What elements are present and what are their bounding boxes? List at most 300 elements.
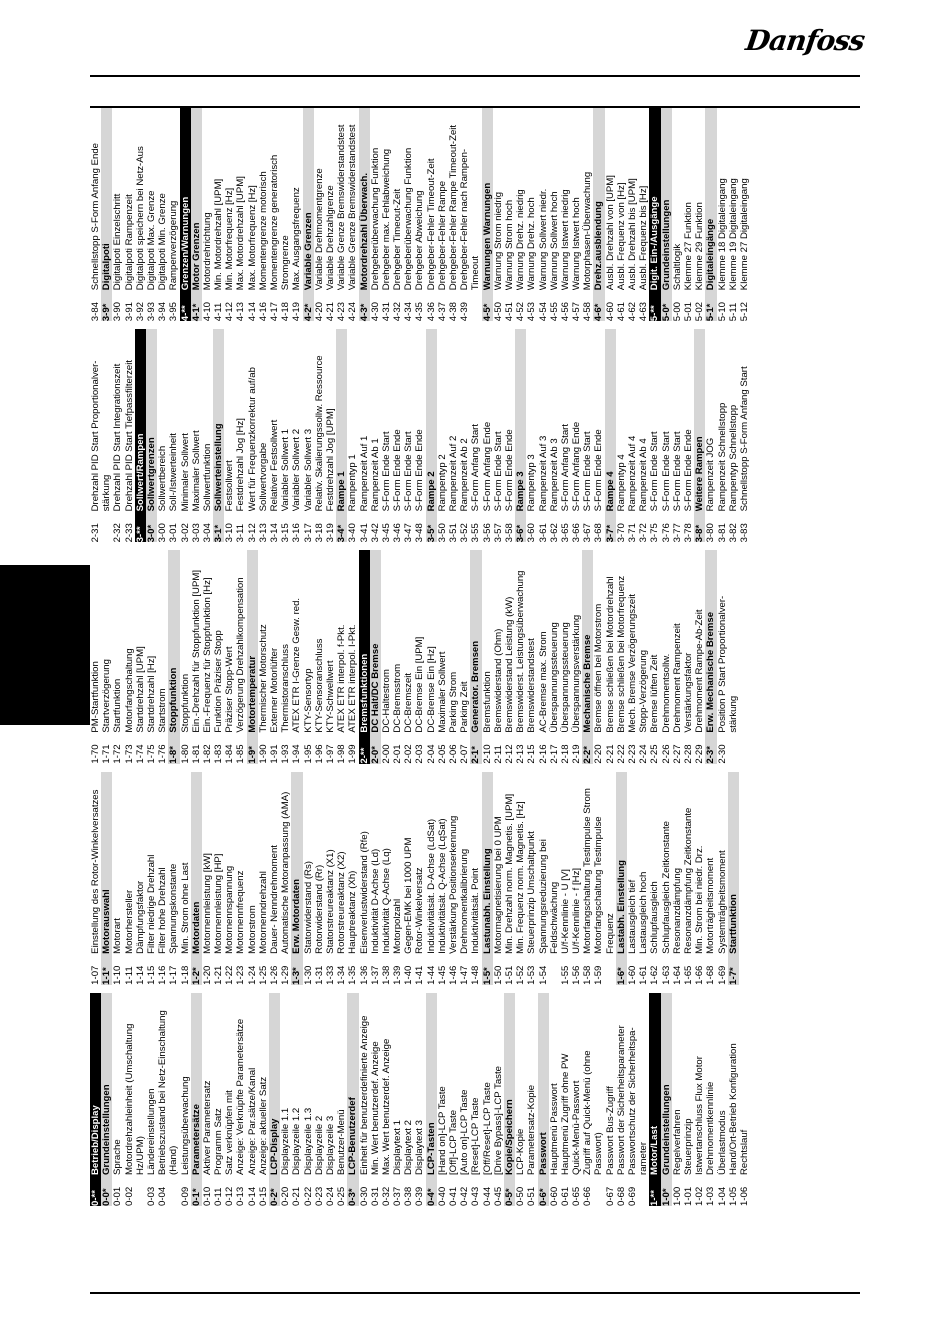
parameter-name: S-Form Ende Start: [582, 431, 594, 512]
parameter-row: [403, 108, 414, 321]
parameter-row: [325, 550, 336, 763]
parameter-row: [112, 329, 123, 542]
parameter-row: [202, 329, 213, 542]
parameter-row: [426, 772, 437, 985]
parameter-row: [549, 993, 560, 1206]
parameter-number: 2-17: [548, 744, 560, 764]
parameter-name: Klemme 27 Digitaleingang: [738, 178, 750, 291]
parameter-name: Position P Start Proportionalver-: [716, 595, 728, 733]
parameter-name: AC-Bremse max. Strom: [537, 631, 549, 733]
parameter-name: Rotorwiderstand (Rr): [313, 864, 325, 954]
subgroup-heading: [347, 993, 358, 1206]
parameter-row: [605, 993, 616, 1206]
parameter-number: 2-05: [436, 744, 448, 764]
parameter-name: Kopie/Speichern: [503, 1099, 515, 1175]
parameter-row: [560, 329, 571, 542]
parameter-number: 4-23: [336, 302, 348, 322]
parameter-name: Präziser Stopp-Wert: [224, 646, 236, 733]
parameter-name: Motorfangschaltung: [123, 648, 135, 733]
parameter-row: [112, 108, 123, 321]
parameter-number: 2-29: [694, 744, 706, 764]
subgroup-heading: [370, 550, 381, 763]
parameter-row: [694, 993, 705, 1206]
parameter-column-2: [90, 772, 739, 985]
parameter-name: Leistungsüberwachung: [179, 1076, 191, 1175]
subgroup-heading: [336, 329, 347, 542]
parameter-name: Parking Strom: [448, 671, 459, 733]
parameter-row: [280, 550, 291, 763]
parameter-row: [258, 993, 269, 1206]
parameter-row: [280, 329, 291, 542]
parameter-name: Generator. Bremsen: [470, 640, 482, 733]
parameter-name: Rotor-Winkelversatz: [414, 867, 426, 954]
parameter-number: 0-2*: [269, 1188, 280, 1206]
subgroup-heading: [470, 550, 481, 763]
parameter-row: [470, 108, 481, 321]
parameter-number: 1-22: [224, 965, 236, 985]
parameter-name: Einheit für benutzerdefinierte Anzeige: [358, 1015, 370, 1175]
subgroup-heading: [482, 772, 493, 985]
parameter-row: [683, 993, 694, 1206]
parameter-row: [571, 108, 582, 321]
parameter-name: Bremsfunktion: [481, 671, 493, 733]
parameter-row: [157, 993, 168, 1206]
parameter-name: S-Form Ende Start: [403, 431, 415, 512]
parameter-name: Ländereinstellungen: [145, 1088, 157, 1175]
parameter-number: 3-65: [559, 523, 571, 543]
parameter-number: 1-5*: [481, 967, 493, 985]
parameter-row: [347, 772, 358, 985]
parameter-number: 1-11: [123, 966, 135, 985]
parameter-row: [235, 550, 246, 763]
parameter-row: [638, 993, 649, 1206]
parameter-row: [593, 329, 604, 542]
parameter-number: 1-39: [392, 965, 404, 985]
parameter-row: [526, 329, 537, 542]
parameter-number: 1-80: [179, 744, 191, 764]
parameter-number: 1-0*: [660, 1188, 672, 1206]
parameter-name: Ein.-Frequenz für Stoppfunktion [Hz]: [201, 577, 213, 733]
parameter-number: 2-10: [481, 744, 493, 764]
parameter-row: [504, 772, 515, 985]
parameter-row: [705, 329, 716, 542]
parameter-row: [359, 993, 370, 1206]
parameter-row: [392, 329, 403, 542]
parameter-number: 0-03: [145, 1186, 157, 1206]
parameter-number: [168, 1175, 179, 1206]
parameter-row: [325, 329, 336, 542]
parameter-row: [180, 993, 191, 1206]
parameter-name: Motorart: [112, 918, 124, 954]
parameter-name: Passwort): [593, 1132, 605, 1175]
parameter-row: [560, 108, 571, 321]
parameter-number: 1-14: [134, 965, 146, 985]
parameter-row: [124, 108, 135, 321]
parameter-number: 1-93: [280, 744, 292, 764]
parameter-number: 1-52: [515, 965, 527, 985]
parameter-row: [504, 329, 515, 542]
parameter-number: 1-97: [324, 744, 336, 764]
parameter-number: 3-82: [727, 523, 739, 543]
parameter-number: 3-17: [302, 523, 314, 543]
parameter-name: PM-Startfunktion: [90, 661, 101, 733]
parameter-name: Drehz.ausblendung: [593, 201, 605, 291]
parameter-row: [403, 993, 414, 1206]
parameter-row: [672, 550, 683, 763]
parameter-number: 0-45: [492, 1186, 504, 1206]
parameter-row: [728, 108, 739, 321]
parameter-number: 0-31: [369, 1186, 381, 1206]
parameter-name: Eisenverlustwiderstand (Rfe): [358, 831, 370, 954]
parameter-row: [426, 108, 437, 321]
parameter-name: Variable Grenzen: [302, 212, 314, 291]
parameter-row: [627, 329, 638, 542]
parameter-row: [493, 329, 504, 542]
parameter-name: Rampenzeit Auf 4: [627, 435, 638, 512]
parameter-name: Rampenzeit Ab 3: [548, 438, 560, 512]
parameter-name: LCP-Tasten: [425, 1122, 437, 1175]
parameter-number: 3-52: [459, 523, 471, 543]
parameter-row: [191, 550, 202, 763]
parameter-name: Grundeinstellungen: [660, 1084, 672, 1175]
parameter-name: Stopp-Verzögerung: [638, 649, 650, 733]
parameter-row: [269, 108, 280, 321]
parameter-number: 3-4*: [336, 524, 348, 543]
parameter-number: 4-36: [425, 302, 437, 322]
parameter-name: Hauptmenü Zugriff ohne PW: [559, 1053, 571, 1175]
parameter-row: [616, 329, 627, 542]
parameter-name: Drehzahl PID Start Proportionalver-: [90, 360, 101, 512]
parameter-number: 1-7*: [727, 967, 739, 985]
parameter-row: [258, 772, 269, 985]
parameter-number: 0-14: [246, 1186, 258, 1206]
parameter-row: [549, 329, 560, 542]
parameter-name: LCP-Kopie: [515, 1128, 527, 1175]
parameter-number: 1-00: [671, 1186, 683, 1206]
parameter-number: 3-70: [615, 523, 627, 543]
parameter-name: S-Form Ende Ende: [414, 429, 426, 512]
parameter-name: Thermistoranschluss: [280, 644, 292, 733]
subgroup-heading: [247, 550, 258, 763]
parameter-number: 4-30: [369, 302, 381, 322]
parameter-name: Grundeinstellungen: [660, 199, 672, 291]
parameter-number: 2-30: [716, 744, 728, 764]
parameter-row: [303, 329, 314, 542]
parameter-number: 0-22: [302, 1186, 314, 1206]
parameter-number: 3-42: [369, 523, 381, 543]
parameter-number: 1-95: [302, 744, 314, 764]
parameter-row: [291, 993, 302, 1206]
parameter-row: [717, 550, 728, 763]
parameter-name: Ausbl. Frequenz bis [Hz]: [638, 185, 650, 291]
parameter-name: [Reset]-LCP Taste: [470, 1097, 482, 1175]
subgroup-heading: [191, 772, 202, 985]
parameter-name: S-Form Ende Start: [380, 431, 392, 512]
parameter-row: [124, 550, 135, 763]
parameter-name: S-Form Ende Start: [492, 431, 504, 512]
parameter-name: Sollwert/Rampen: [134, 433, 146, 512]
parameter-column-3: [90, 550, 739, 763]
parameter-row: [280, 993, 291, 1206]
parameter-number: [470, 290, 481, 321]
subgroup-heading: [705, 550, 716, 763]
parameter-number: 3-58: [503, 523, 515, 543]
parameter-name: Digitalpoti Max. Grenze: [145, 190, 157, 291]
parameter-number: 2-13: [515, 744, 527, 764]
parameter-number: 3-83: [738, 523, 750, 543]
parameter-name: Variable Grenze Bremswiderstandstest: [336, 124, 348, 291]
parameter-number: 4-55: [548, 302, 560, 322]
parameter-name: Verzögerung Drehzahlkompensation: [235, 577, 247, 733]
parameter-row: [649, 329, 660, 542]
subgroup-heading: [101, 772, 112, 985]
parameter-row: [582, 108, 593, 321]
parameter-number: 1-74: [134, 744, 146, 764]
parameter-number: 4-56: [559, 302, 571, 322]
parameter-name: Mech. Bremse Verzögerungszeit: [627, 593, 638, 733]
parameter-row: [235, 993, 246, 1206]
parameter-number: 0-69: [627, 1186, 638, 1206]
parameter-number: 2-06: [448, 744, 459, 764]
parameter-number: 4-63: [638, 302, 650, 322]
subgroup-heading: [616, 772, 627, 985]
parameter-number: 2-33: [123, 523, 135, 543]
parameter-name: Min. Motordrehzahl [UPM]: [213, 178, 225, 291]
parameter-name: Motornennfrequenz: [235, 870, 247, 954]
parameter-name: Festdrehzahl Jog [UPM]: [324, 408, 336, 512]
subgroup-heading: [593, 108, 604, 321]
parameter-row: [482, 329, 493, 542]
parameter-name: Timeout: [470, 255, 482, 291]
parameter-number: 1-62: [649, 965, 661, 985]
parameter-name: Festsollwert: [224, 460, 236, 512]
parameter-row: [717, 329, 728, 542]
parameter-name: Funktion Präziser Stopp: [213, 630, 225, 733]
parameter-name: Drehmoment Rampe-Ab-Zeit: [694, 609, 706, 733]
parameter-row: [112, 550, 123, 763]
parameter-number: 3-7*: [604, 524, 616, 543]
parameter-name: Digitalpoti Min. Grenze: [157, 193, 169, 291]
parameter-row: [705, 772, 716, 985]
parameter-name: Ausbl. Frequenz von [Hz]: [615, 182, 627, 291]
parameter-number: 1-06: [738, 1186, 750, 1206]
parameter-row: [381, 993, 392, 1206]
parameter-number: 0-3*: [347, 1188, 359, 1206]
parameter-name: Wert für Frequenzkorrektur auf/ab: [246, 367, 258, 512]
parameter-number: 3-66: [571, 523, 583, 543]
parameter-row: [482, 550, 493, 763]
parameter-row: [549, 550, 560, 763]
parameter-number: 1-91: [269, 744, 280, 764]
parameter-name: Lastunabh. Einstellung: [481, 848, 493, 954]
parameter-number: 3-51: [448, 523, 459, 543]
parameter-number: 2-1*: [470, 746, 482, 764]
parameter-name: Displayzeile 2: [313, 1115, 325, 1175]
parameter-row: [728, 993, 739, 1206]
parameter-number: 0-04: [157, 1186, 169, 1206]
parameter-number: 1-59: [593, 965, 605, 985]
parameter-row: [325, 772, 336, 985]
parameter-row: [347, 108, 358, 321]
parameter-number: 2-04: [425, 744, 437, 764]
parameter-number: 1-24: [246, 965, 258, 985]
parameter-name: Motor/Last: [649, 1125, 661, 1175]
parameter-name: Motorpolzahl: [392, 898, 404, 954]
parameter-row: [694, 550, 705, 763]
parameter-number: 0-15: [257, 1186, 269, 1206]
parameter-number: 2-01: [392, 744, 404, 764]
parameter-number: 0-1*: [190, 1188, 202, 1206]
parameter-number: 3-50: [436, 523, 448, 543]
parameter-row: [381, 329, 392, 542]
parameter-number: 3-6*: [515, 524, 527, 543]
parameter-number: 1-65: [682, 965, 694, 985]
parameter-row: [101, 329, 112, 542]
parameter-column-1: [90, 993, 750, 1206]
parameter-name: Anzeige: Par.sätze/Kanal: [246, 1067, 258, 1175]
parameter-row: [683, 772, 694, 985]
parameter-row: [235, 329, 246, 542]
parameter-number: 2-20: [593, 744, 605, 764]
parameter-number: 2-11: [492, 745, 504, 764]
parameter-number: 4-61: [615, 302, 627, 322]
parameter-row: [638, 772, 649, 985]
subgroup-heading: [269, 993, 280, 1206]
parameter-name: Max. Ausgangsfrequenz: [291, 187, 303, 291]
parameter-number: 1-23: [235, 965, 247, 985]
subgroup-heading: [168, 550, 179, 763]
parameter-row: [683, 329, 694, 542]
parameter-row: [582, 329, 593, 542]
subgroup-heading: [504, 993, 515, 1206]
parameter-row: [717, 108, 728, 321]
parameter-number: 3-40: [347, 523, 359, 543]
parameter-name: Rampentyp 2: [436, 454, 448, 512]
parameter-name: Min. Frequenz norm. Magnetis. [Hz]: [515, 801, 527, 954]
parameter-number: 0-42: [459, 1186, 471, 1206]
parameter-row: [347, 550, 358, 763]
parameter-number: 2-12: [503, 744, 515, 764]
parameter-number: 1-16: [157, 965, 169, 985]
parameter-row: [168, 772, 179, 985]
parameter-number: 1-70: [90, 744, 101, 764]
parameter-number: 4-2*: [302, 303, 314, 322]
parameter-name: Stoppfunktion: [168, 667, 180, 733]
parameter-row: [291, 108, 302, 321]
parameter-row: [526, 108, 537, 321]
parameter-name: [Auto on]-LCP Taste: [459, 1089, 471, 1175]
parameter-name: Ausbl. Drehzahl von [UPM]: [604, 175, 616, 291]
parameter-number: 1-38: [380, 965, 392, 985]
parameter-row: [571, 550, 582, 763]
parameter-overview: [90, 108, 860, 1206]
parameter-name: Klemme 29 Funktion: [694, 202, 706, 291]
parameter-name: Startstrom: [157, 688, 169, 733]
parameter-number: 1-29: [280, 965, 292, 985]
parameter-row: [314, 993, 325, 1206]
parameter-number: 0-6*: [537, 1188, 549, 1206]
parameter-name: Statorwiderstand (Rs): [302, 861, 314, 954]
parameter-number: 1-41: [414, 965, 426, 985]
parameter-number: 3-81: [716, 523, 728, 543]
parameter-name: Min. Strom bei niedr. Drz.: [694, 845, 706, 954]
parameter-number: 4-57: [571, 302, 583, 322]
parameter-name: Festdrehzahl Jog [Hz]: [235, 418, 247, 512]
parameter-row: [549, 108, 560, 321]
parameter-row: [482, 993, 493, 1206]
chapter-tab: [0, 565, 90, 725]
parameter-name: Digit. Ein-/Ausgänge: [649, 196, 661, 291]
parameter-name: ATEX ETR I-Grenze Gesw. red.: [291, 597, 303, 733]
parameter-number: 3-57: [492, 523, 504, 543]
parameter-name: Drehgeber-Fehler Rampe Timeout-Zeit: [448, 124, 459, 291]
parameter-name: Warnung Drehz. hoch: [526, 197, 538, 291]
parameter-number: 1-73: [123, 744, 135, 764]
parameter-number: 1-9*: [246, 746, 258, 764]
parameter-row: [459, 772, 470, 985]
parameter-row: [571, 993, 582, 1206]
parameter-row: [694, 772, 705, 985]
parameter-number: 3-01: [168, 523, 180, 543]
parameter-row: [381, 772, 392, 985]
parameter-row: [291, 550, 302, 763]
parameter-number: 1-17: [168, 965, 180, 985]
parameter-number: 3-10: [224, 523, 236, 543]
parameter-name: Motorhersteller: [123, 889, 135, 954]
parameter-name: stärkung: [727, 695, 739, 733]
parameter-row: [291, 329, 302, 542]
parameter-name: Resonanzdämpfung: [671, 867, 683, 954]
subgroup-heading: [605, 329, 616, 542]
parameter-number: 1-36: [358, 965, 370, 985]
parameter-number: 5-12: [738, 302, 750, 322]
parameter-number: 4-24: [347, 302, 359, 322]
parameter-number: 1-84: [224, 744, 236, 764]
subgroup-heading: [101, 993, 112, 1206]
parameter-name: Maximaler Sollwert: [190, 430, 202, 512]
parameter-name: Digitaleingänge: [705, 218, 717, 291]
parameter-name: Startfunktion: [112, 678, 124, 733]
parameter-name: Bremswiderstandstest: [526, 638, 538, 733]
parameter-number: 3-46: [392, 523, 404, 543]
parameter-name: Betrieb/Display: [90, 1105, 101, 1175]
parameter-name: Rampentyp 4: [615, 454, 627, 512]
parameter-name: Motortemperatur: [246, 655, 258, 733]
parameter-number: 2-18: [559, 744, 571, 764]
parameter-number: 2-0*: [369, 746, 381, 764]
parameter-number: 4-54: [537, 302, 549, 322]
parameter-number: 3-78: [682, 523, 694, 543]
parameter-name: Variable Grenze Bremswiderstandstest: [347, 124, 359, 291]
parameter-number: 3-77: [671, 523, 683, 543]
parameter-name: Motordrehzahleinheit (Umschaltung: [123, 1023, 135, 1175]
parameter-row: [649, 772, 660, 985]
parameter-number: 3-61: [537, 523, 549, 543]
parameter-number: 1-33: [324, 965, 336, 985]
parameter-number: 1-72: [112, 744, 124, 764]
subgroup-heading: [291, 772, 302, 985]
parameter-number: 4-39: [459, 302, 471, 322]
parameter-name: Parking Zeit: [459, 681, 471, 733]
parameter-number: 0-37: [392, 1186, 404, 1206]
parameter-number: 3-11: [235, 523, 247, 543]
parameter-row: [627, 993, 638, 1206]
parameter-row: [616, 550, 627, 763]
parameter-name: Displayzeile 1.3: [302, 1107, 314, 1175]
parameter-name: Bremswiderst. Leistungsüberwachung: [515, 570, 527, 733]
subgroup-heading: [538, 993, 549, 1206]
parameter-number: [101, 511, 112, 542]
